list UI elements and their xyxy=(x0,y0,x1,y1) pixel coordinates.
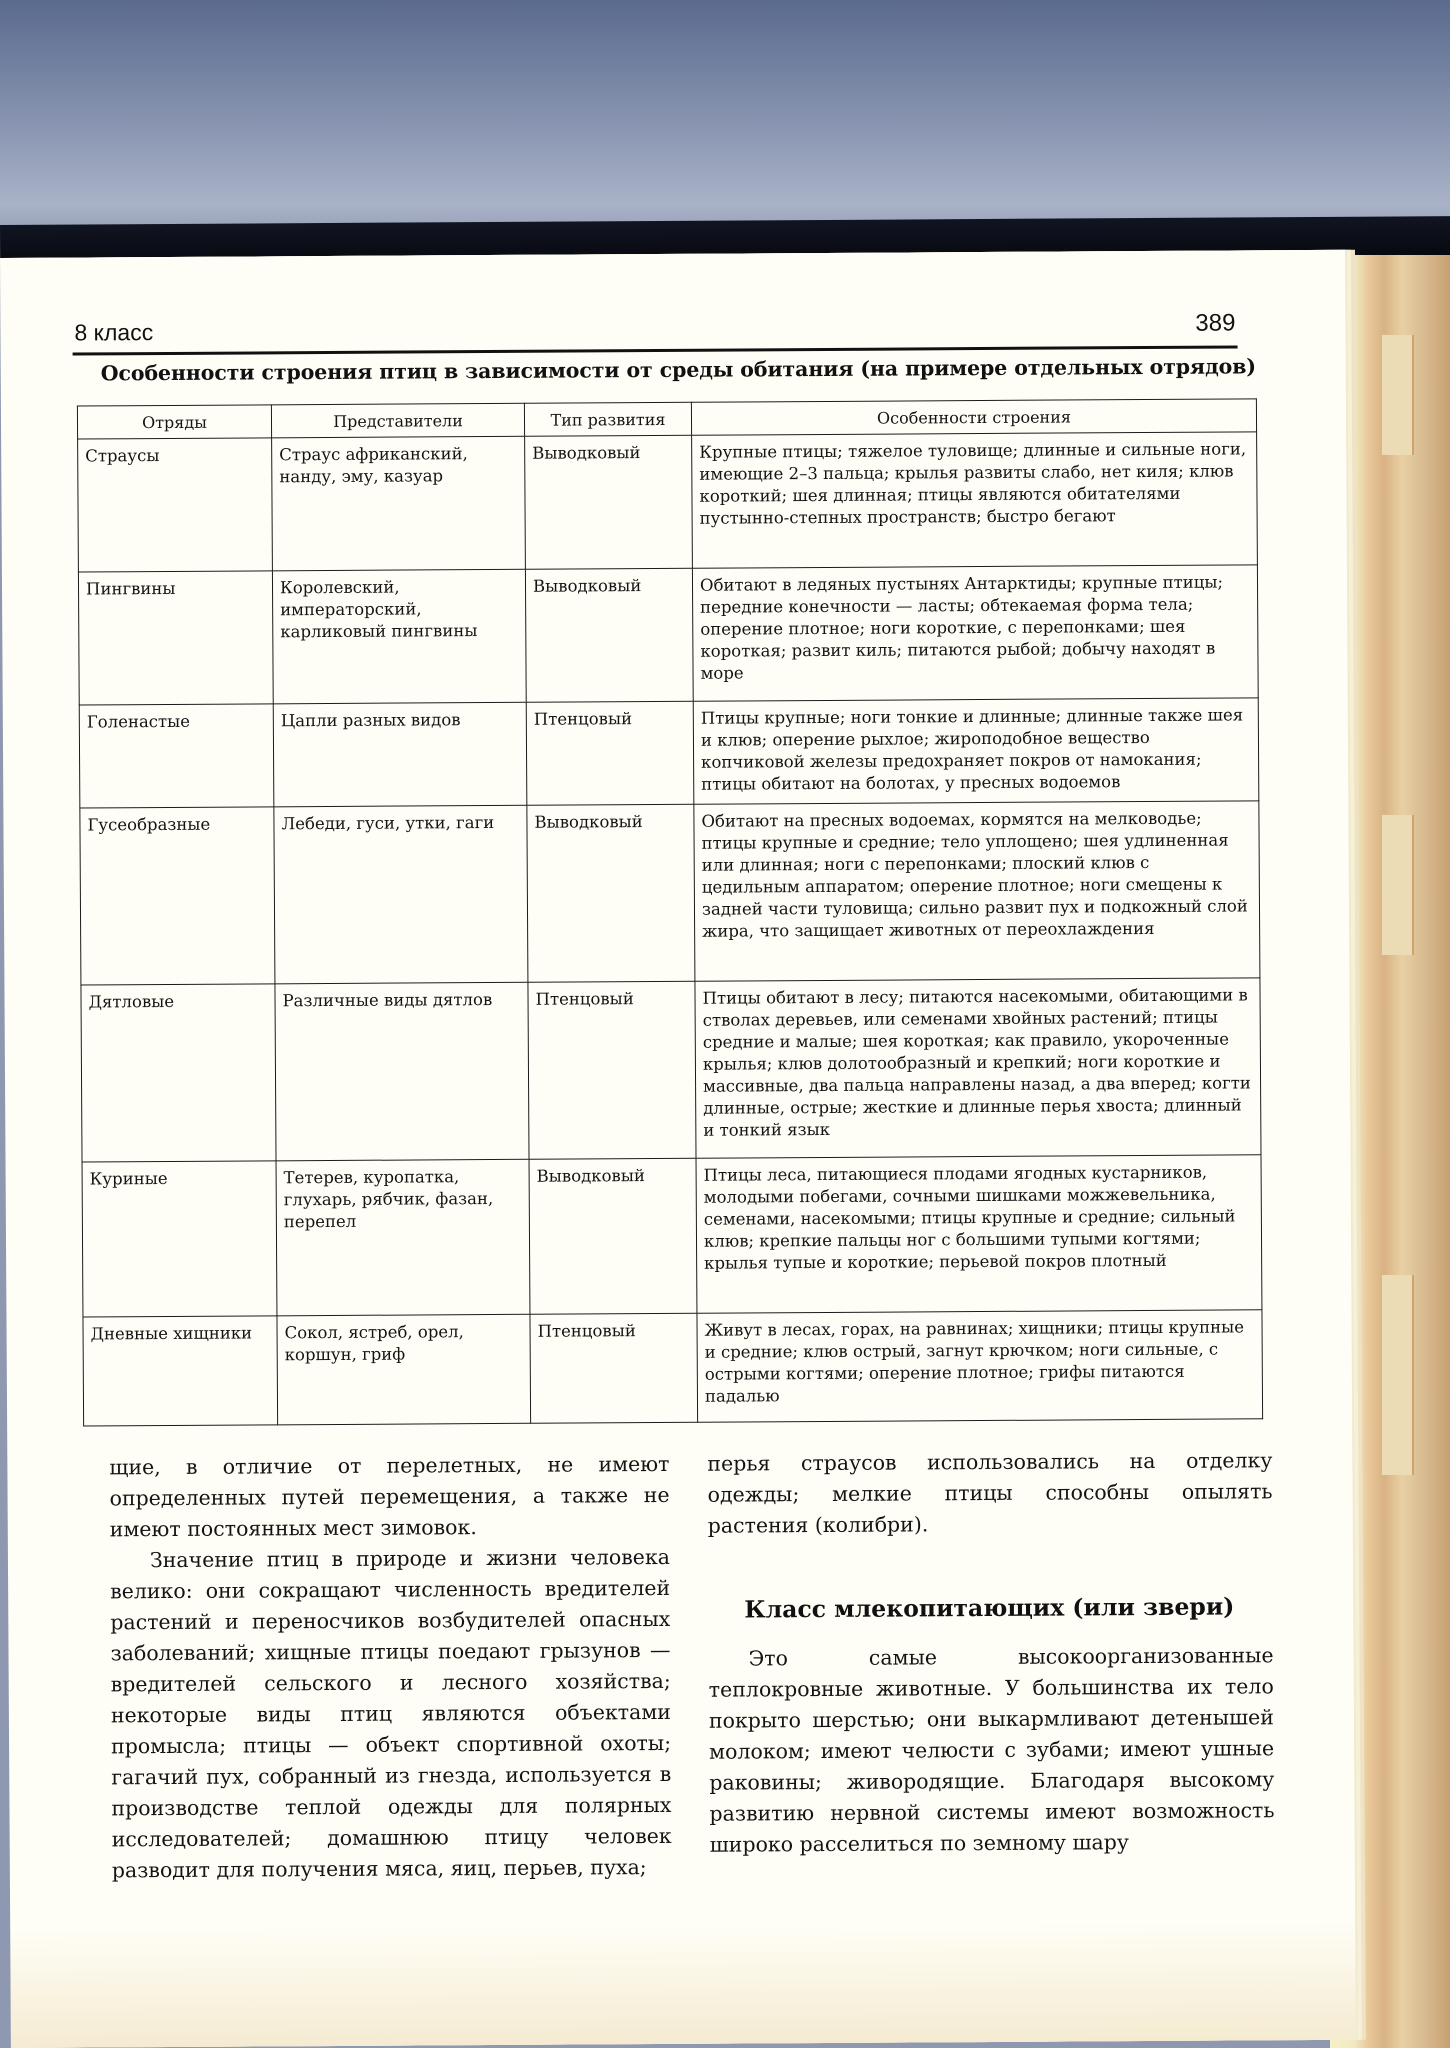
paragraph: перья страусов использовались на отделку одежды; мелкие птицы способны опылять растения (колибри). xyxy=(707,1448,1273,1538)
cell-order: Дятловые xyxy=(81,984,276,1162)
cell-development: Выводковый xyxy=(525,568,693,702)
cell-features: Птицы обитают в лесу; питаются насекомыми, обитающими в стволах деревьев, или семенами хвойных растений; птицы средние и малые; шея короткая; как правило, укороченные крылья; клюв долотообразный и крепкий; ноги короткие и массивные, два пальца направлены назад, а два вперед; когти длинные, острые; жесткие и длинные перья хвоста; длинный и тонкий язык xyxy=(695,978,1261,1158)
column-header-order: Отряды xyxy=(77,405,271,439)
cell-development: Выводковый xyxy=(525,435,693,569)
cell-order: Гусеобразные xyxy=(80,807,275,985)
cell-order: Дневные хищники xyxy=(83,1316,278,1426)
right-column-text xyxy=(707,1445,1273,1541)
table-row xyxy=(78,565,1258,705)
table-row xyxy=(79,698,1259,808)
cell-development: Выводковый xyxy=(529,1158,697,1314)
cell-features: Живут в лесах, горах, на равнинах; хищники; птицы крупные и средние; клюв острый, загнут крючком; ноги сильные, с острыми когтями; оперение плотное; грифы питаются падалью xyxy=(697,1310,1263,1422)
cell-features: Птицы крупные; ноги тонкие и длинные; длинные также шея и клюв; оперение рыхлое; жироподобное вещество копчиковой железы предохраняет покров от намокания; птицы обитают на болотах, у пресных водоемов xyxy=(693,698,1259,804)
page-number: 389 xyxy=(1195,309,1236,337)
running-header xyxy=(72,305,1237,355)
cell-order: Пингвины xyxy=(78,571,273,705)
table-row xyxy=(80,801,1260,985)
cell-development: Выводковый xyxy=(527,804,695,982)
section-label: 8 класс xyxy=(74,319,154,346)
cell-features: Птицы леса, питающиеся плодами ягодных кустарников, молодыми побегами, сочными шишками можжевельника, семенами, насекомыми; птицы крупные и средние; сильный клюв; крепкие пальцы ног с большими тупыми когтями; крылья тупые и короткие; перьевой покров плотный xyxy=(696,1155,1262,1313)
page-tab xyxy=(1382,335,1414,455)
left-column-text xyxy=(109,1449,672,1886)
cell-development: Птенцовый xyxy=(530,1313,698,1423)
cell-representatives: Тетерев, куропатка, глухарь, рябчик, фазан, перепел xyxy=(276,1159,530,1316)
book-page xyxy=(0,250,1356,2048)
section-text xyxy=(708,1640,1274,1860)
cell-representatives: Различные виды дятлов xyxy=(275,982,529,1161)
cell-features: Крупные птицы; тяжелое туловище; длинные и сильные ноги, имеющие 2–3 пальца; крылья развиты слабо, нет киля; клюв короткий; шея длинная; птицы являются обитателями пустынно-степных пространств; быстро бегают xyxy=(692,432,1258,568)
table-row xyxy=(81,978,1261,1162)
cell-representatives: Страус африканский, нанду, эму, казуар xyxy=(272,436,526,571)
section-heading: Класс млекопитающих (или звери) xyxy=(744,1592,1235,1624)
table-row xyxy=(78,432,1258,572)
column-header-representatives: Представители xyxy=(271,403,524,438)
cell-development: Птенцовый xyxy=(526,701,694,805)
paragraph: Значение птиц в природе и жизни человека велико: они сокращают численность вредителей растений и переносчиков возбудителей опасных заболеваний; хищные птицы поедают грызунов — вредителей сельского и лесного хозяйства; некоторые виды птиц являются объектами промысла; птицы — объект спортивной охоты; гагачий пух, собранный из гнезда, используется в производстве теплой одежды для полярных исследователей; домашнюю птицу человек разводит для получения мяса, яиц, перьев, пуха; xyxy=(110,1544,672,1883)
table-row xyxy=(83,1310,1263,1426)
paragraph: щие, в отличие от перелетных, не имеют определенных путей перемещения, а также не имеют постоянных мест зимовок. xyxy=(109,1451,670,1542)
cell-representatives: Королевский, императорский, карликовый пингвины xyxy=(272,569,526,704)
bird-orders-table xyxy=(77,398,1263,1426)
cell-representatives: Цапли разных видов xyxy=(273,702,527,807)
cell-features: Обитают в ледяных пустынях Антарктиды; крупные птицы; передние конечности — ласты; обтекаемая форма тела; оперение плотное; ноги короткие, с перепонками; шея короткая; развит киль; питаются рыбой; добычу находят в море xyxy=(692,565,1258,701)
table-title: Особенности строения птиц в зависимости от среды обитания (на примере отдельных отрядов) xyxy=(100,354,1256,386)
cell-representatives: Лебеди, гуси, утки, гаги xyxy=(274,805,528,984)
cell-order: Куриные xyxy=(82,1161,277,1317)
cell-features: Обитают на пресных водоемах, кормятся на мелководье; птицы крупные и средние; тело уплощено; шея удлиненная или длинная; ноги с перепонками; плоский клюв с цедильным аппаратом; оперение плотное; ноги смещены к задней части туловища; сильно развит пух и подкожный слой жира, что защищает животных от переохлаждения xyxy=(694,801,1260,981)
table-row xyxy=(82,1155,1262,1317)
page-tab xyxy=(1382,815,1414,955)
page-tab xyxy=(1382,1275,1414,1475)
column-header-development: Тип развития xyxy=(524,402,691,436)
cell-order: Страусы xyxy=(78,438,273,572)
cell-development: Птенцовый xyxy=(528,981,696,1159)
cell-order: Голенастые xyxy=(79,704,274,808)
column-header-features: Особенности строения xyxy=(691,399,1256,435)
cell-representatives: Сокол, ястреб, орел, коршун, гриф xyxy=(277,1314,531,1425)
paragraph: Это самые высокоорганизованные теплокровные животные. У большинства их тело покрыто шерстью; они выкармливают детенышей молоком; имеют челюсти с зубами; имеют ушные раковины; живородящие. Благодаря высокому развитию нервной системы имеют возможность широко расселиться по земному шару xyxy=(708,1643,1275,1857)
